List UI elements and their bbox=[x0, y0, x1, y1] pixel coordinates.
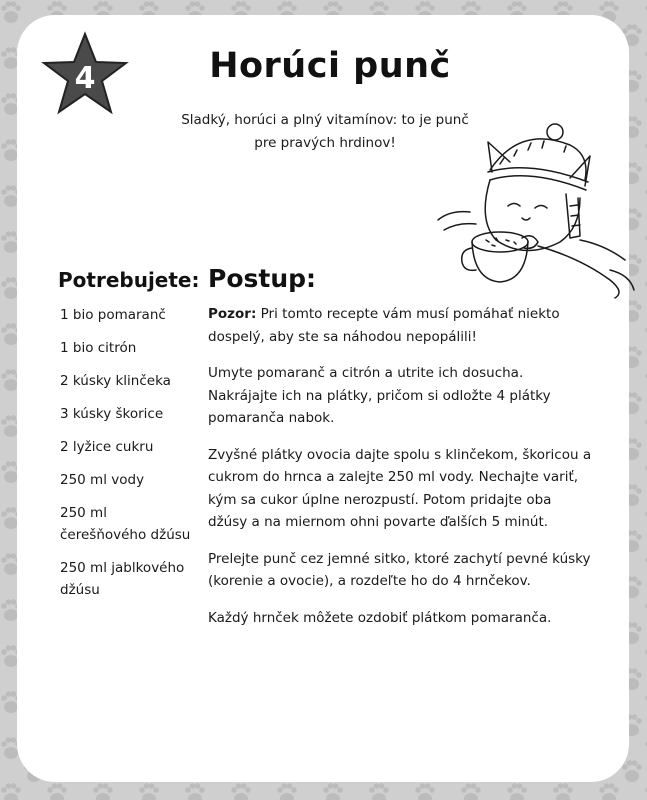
ingredient-item: 250 ml čerešňového džúsu bbox=[60, 505, 191, 543]
warning-text: Pri tomto recepte vám musí pomáhať niekto dospelý, aby ste sa náhodou nepopálili! bbox=[208, 306, 560, 345]
ingredient-item: 1 bio citrón bbox=[60, 340, 137, 356]
ingredient-item: 250 ml jablkového džúsu bbox=[60, 560, 185, 598]
intro-line-2: pre pravých hrdinov! bbox=[254, 135, 396, 151]
procedure-heading: Postup: bbox=[208, 264, 317, 293]
procedure-step: Umyte pomaranč a citrón a utrite ich dosucha. Nakrájajte ich na plátky, pričom si odložte 4 plátky pomaranča nabok. bbox=[208, 365, 551, 426]
ingredient-item: 2 lyžice cukru bbox=[60, 439, 154, 455]
cat-with-cup-illustration bbox=[430, 120, 635, 305]
recipe-number-star-icon bbox=[40, 30, 130, 118]
procedure-step: Zvyšné plátky ovocia dajte spolu s klinčekom, škoricou a cukrom do hrnca a zalejte 250 ml vody. Nechajte variť, kým sa cukor úplne nerozpustí. Potom pridajte oba džúsy a na miernom ohni povarte ďalších 5 minút. bbox=[208, 446, 592, 530]
ingredient-item: 2 kúsky klinčeka bbox=[60, 373, 171, 389]
recipe-number: 4 bbox=[74, 61, 96, 96]
ingredient-item: 1 bio pomaranč bbox=[60, 307, 166, 323]
procedure-steps bbox=[208, 303, 593, 643]
intro-line-1: Sladký, horúci a plný vitamínov: to je punč bbox=[181, 112, 469, 128]
warning-label: Pozor: bbox=[208, 306, 257, 322]
procedure-step: Každý hrnček môžete ozdobiť plátkom pomaranča. bbox=[208, 609, 552, 626]
ingredients-heading: Potrebujete: bbox=[58, 268, 200, 292]
ingredients-list bbox=[60, 304, 195, 612]
procedure-step: Prelejte punč cez jemné sitko, ktoré zachytí pevné kúsky (korenie a ovocie), a rozdeľte ho do 4 hrnčekov. bbox=[208, 550, 591, 589]
recipe-title: Horúci punč bbox=[209, 46, 451, 86]
ingredient-item: 250 ml vody bbox=[60, 472, 145, 488]
warning-paragraph bbox=[208, 303, 593, 348]
ingredient-item: 3 kúsky škorice bbox=[60, 406, 164, 422]
